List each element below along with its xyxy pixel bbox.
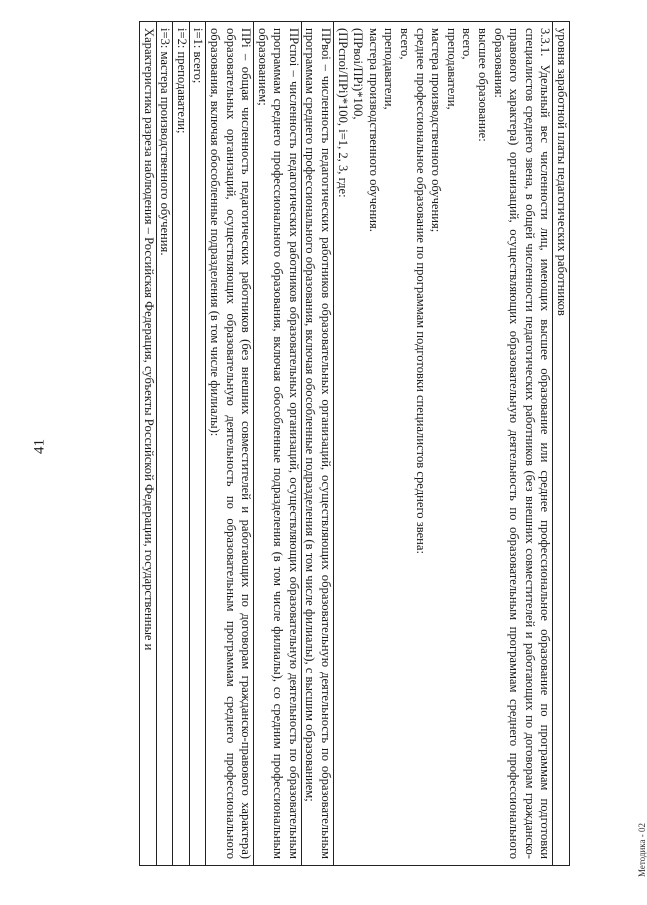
indicator-heading: 3.3.1. Удельный вес численности лиц, имеющих высшее образование или среднее профессиональное образование по программам подготовки специалистов среднего звена, в общей численности педагогических работников (без внешних совместителей и работающих по договорам гражданско-правового характера) организаций, осуществляющих образовательную деятельность по образовательным программам среднего профессионального образования: (491, 28, 553, 859)
list-item: преподаватели, (444, 28, 459, 110)
list-item: среднее профессиональное образование по программам подготовки специалистов среднего звена: (413, 28, 428, 555)
observation-text: Характеристика разреза наблюдения – Российская Федерация, субъекты Российской Федерации, государственные и (141, 28, 156, 651)
definition-text: ПРi – общая численность педагогических работников (без внешних совместителей и работающих по договорам гражданско-правового характера) образовательных организаций, осуществляющих образовательную деятельность по образовательным программам среднего профессионального образования, включая обособленные подразделения (в том числе филиалы): (207, 28, 254, 859)
table-row (206, 22, 254, 866)
page-number: 41 (31, 439, 48, 454)
list-item: преподаватели, (382, 28, 397, 110)
formula-line: (ПРспоi/ПРi)*100, i=1, 2, 3, где: (335, 28, 350, 198)
table-cell-definition-pr-vo (301, 22, 333, 866)
table-cell-i3 (156, 22, 173, 866)
definition-text: ПРвоi – численность педагогических работников образовательных организаций, осуществляющих образовательную деятельность по образовательным программам среднего профессионального образования, включая обособленные подразделения (в том числе филиалы), с высшим образованием; (303, 28, 334, 859)
table-cell-i1 (189, 22, 206, 866)
list-item: высшее образование: (476, 28, 491, 142)
list-item: всего, (398, 28, 413, 60)
table-cell-wage-level (553, 22, 570, 866)
table-cell-definition-pr-spo (254, 22, 302, 866)
list-item: мастера производственного обучения. (366, 28, 381, 232)
table-cell-observation-breakdown (139, 22, 156, 866)
rotated-document-table (65, 21, 570, 866)
table-cell-i2 (173, 22, 190, 866)
footer-mark: Методика - 02 (637, 822, 647, 878)
table-cell-definition-pr-i (206, 22, 254, 866)
table-cell-indicator-3-3-1 (334, 22, 553, 866)
list-item: всего, (460, 28, 475, 60)
index-text: i=3: мастера производственного обучения. (158, 28, 173, 256)
list-item: мастера производственного обучения; (429, 28, 444, 233)
table-row (156, 22, 173, 866)
formula-line: (ПРвоi/ПРi)*100, (351, 28, 366, 120)
index-text: i=1: всего; (191, 28, 206, 84)
table-row (254, 22, 302, 866)
table-row (173, 22, 190, 866)
table-row (553, 22, 570, 866)
table-row (334, 22, 553, 866)
index-text: i=2: преподаватели; (174, 28, 189, 134)
table-row (139, 22, 156, 866)
table-row (189, 22, 206, 866)
wage-level-text: уровня заработной платы педагогических работников (555, 28, 569, 316)
indicator-table (139, 21, 570, 866)
definition-text: ПРспоi – численность педагогических работников образовательных организаций, осуществляющих образовательную деятельность по образовательным программам среднего профессионального образования, включая обособленные подразделения (в том числе филиалы), со средним профессиональным образованием; (255, 28, 301, 859)
table-row (301, 22, 333, 866)
